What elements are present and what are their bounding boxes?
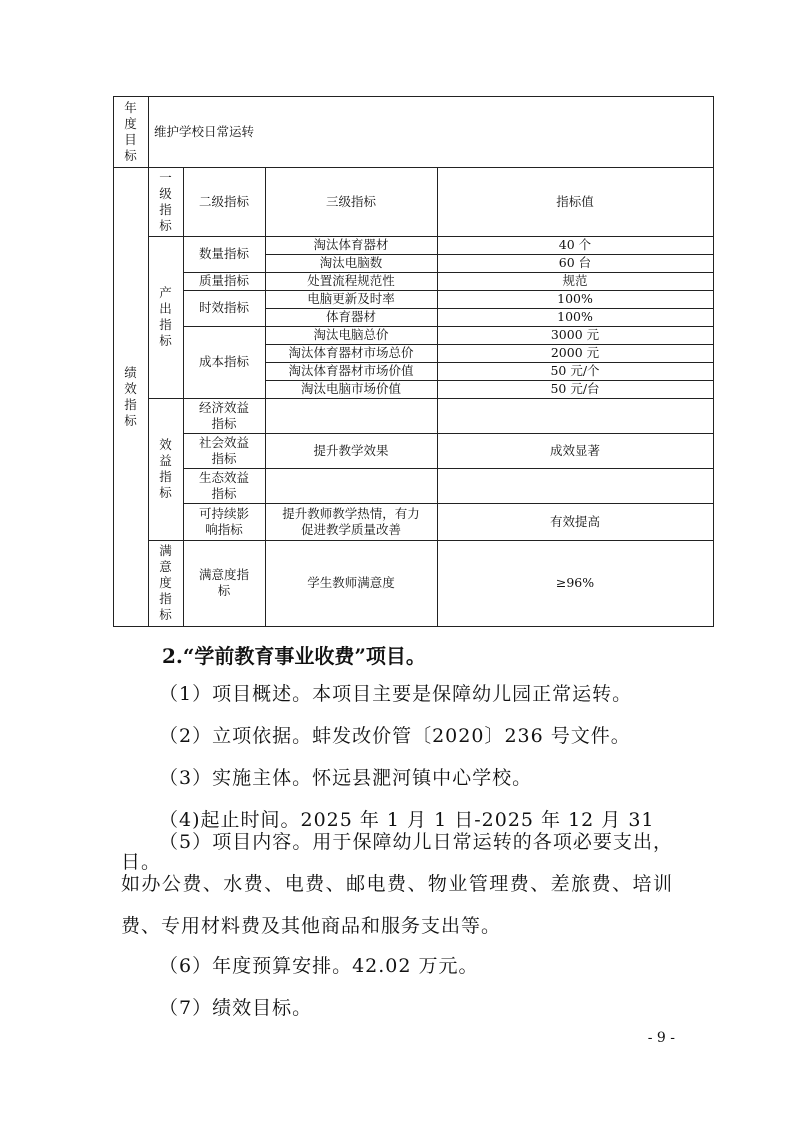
output-row-value: 100% xyxy=(557,309,593,324)
sustainable-value: 有效提高 xyxy=(549,513,600,529)
output-row-indicator: 淘汰体育器材 xyxy=(313,237,389,252)
level2-ecological: 生态效益 指标 xyxy=(198,469,249,501)
output-row-indicator: 淘汰电脑市场价值 xyxy=(300,381,401,396)
annual-goal-label: 年 度 目 标 xyxy=(124,99,137,163)
level2-cost: 成本指标 xyxy=(198,354,249,369)
output-row-value: 50 元/个 xyxy=(550,363,600,378)
level2-social: 社会效益 指标 xyxy=(198,434,249,466)
sustainable-indicator: 提升教师教学热情，有力 促进教学质量改善 xyxy=(282,505,420,537)
satisfaction-indicator-label: 满 意 度 指 标 xyxy=(159,543,172,622)
level2-timeliness: 时效指标 xyxy=(198,300,249,315)
output-row-value: 60 台 xyxy=(558,255,592,270)
page-number: - 9 - xyxy=(647,1030,675,1046)
annual-goal-value: 维护学校日常运转 xyxy=(154,123,255,139)
output-row-value: 3000 元 xyxy=(550,327,600,342)
paragraph-content: （5）项目内容。用于保障幼儿日常运转的各项必要支出，如办公费、水费、电费、邮电费、物业管理费、差旅费、培训费、专用材料费及其他商品和服务支出等。 xyxy=(121,831,673,937)
header-level3: 三级指标 xyxy=(325,193,376,209)
output-row-value: 50 元/台 xyxy=(550,381,600,396)
level2-quantity: 数量指标 xyxy=(198,246,249,261)
paragraph-goal: （7）绩效目标。 xyxy=(159,997,313,1019)
output-row-indicator: 体育器材 xyxy=(325,309,376,324)
paragraph-subject: （3）实施主体。怀远县淝河镇中心学校。 xyxy=(159,767,533,789)
output-row-value: 100% xyxy=(557,291,593,306)
social-indicator: 提升教学效果 xyxy=(313,442,389,458)
level2-quality: 质量指标 xyxy=(198,273,249,288)
paragraph-basis: （2）立项依据。蚌发改价管〔2020〕236 号文件。 xyxy=(159,725,631,747)
output-row-indicator: 处置流程规范性 xyxy=(307,273,395,288)
output-row-indicator: 淘汰体育器材市场价值 xyxy=(288,363,414,378)
satisfaction-indicator: 学生教师满意度 xyxy=(307,575,395,590)
paragraph-period: （4)起止时间。2025 年 1 月 1 日-2025 年 12 月 31 日。 xyxy=(121,809,655,873)
header-level2: 二级指标 xyxy=(198,193,249,209)
benefit-indicator-label: 效 益 指 标 xyxy=(159,437,172,500)
output-row-indicator: 淘汰电脑总价 xyxy=(313,327,389,342)
section-heading: 2.“学前教育事业收费”项目。 xyxy=(162,644,426,668)
header-value: 指标值 xyxy=(556,193,594,209)
output-row-indicator: 淘汰体育器材市场总价 xyxy=(288,345,414,360)
paragraph-overview: （1）项目概述。本项目主要是保障幼儿园正常运转。 xyxy=(159,683,633,705)
output-row-indicator: 电脑更新及时率 xyxy=(307,291,395,306)
level2-satisfaction: 满意度指 标 xyxy=(198,567,249,598)
output-row-value: 40 个 xyxy=(558,237,592,252)
output-indicator-label: 产 出 指 标 xyxy=(159,285,172,348)
level2-sustainable: 可持续影 响指标 xyxy=(198,505,249,537)
satisfaction-value: ≥96% xyxy=(555,575,595,590)
social-value: 成效显著 xyxy=(549,442,600,458)
level2-economic: 经济效益 指标 xyxy=(198,399,249,431)
header-level1: 一 级 指 标 xyxy=(159,169,172,233)
output-row-value: 2000 元 xyxy=(550,345,600,360)
paragraph-budget: （6）年度预算安排。42.02 万元。 xyxy=(159,955,479,977)
perf-indicator-label: 绩 效 指 标 xyxy=(124,364,137,428)
output-row-indicator: 淘汰电脑数 xyxy=(319,255,383,270)
output-row-value: 规范 xyxy=(562,273,588,288)
